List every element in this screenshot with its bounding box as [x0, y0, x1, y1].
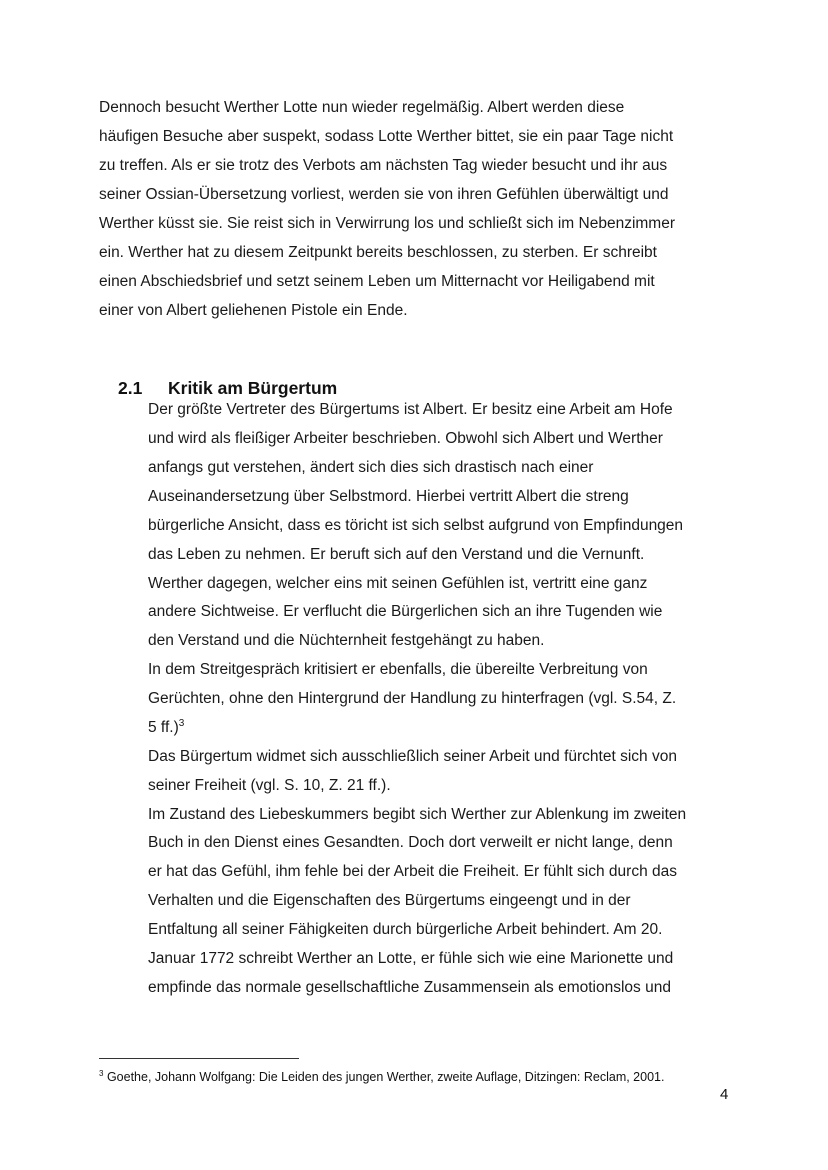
- section-title: Kritik am Bürgertum: [168, 378, 338, 398]
- footnote-text: Goethe, Johann Wolfgang: Die Leiden des jungen Werther, zweite Auflage, Ditzingen: Reclam, 2001.: [106, 1070, 665, 1084]
- body-line: Buch in den Dienst eines Gesandten. Doch dort verweilt er nicht lange, denn: [148, 834, 673, 851]
- body-line: seiner Freiheit (vgl. S. 10, Z. 21 ff.).: [148, 777, 391, 794]
- intro-line: Dennoch besucht Werther Lotte nun wieder regelmäßig. Albert werden diese: [99, 99, 625, 116]
- body-line: er hat das Gefühl, ihm fehle bei der Arbeit die Freiheit. Er fühlt sich durch das: [148, 863, 677, 880]
- footnote-reference[interactable]: 3: [178, 717, 185, 729]
- body-line: Gerüchten, ohne den Hintergrund der Handlung zu hinterfragen (vgl. S.54, Z.: [148, 690, 677, 707]
- footnote-separator: [99, 1058, 299, 1059]
- footnote-marker: 3: [99, 1068, 104, 1078]
- body-line-text: 5 ff.): [148, 719, 179, 736]
- body-line: Verhalten und die Eigenschaften des Bürgertums eingeengt und in der: [148, 892, 631, 909]
- body-line: Im Zustand des Liebeskummers begibt sich Werther zur Ablenkung im zweiten: [148, 806, 687, 823]
- intro-line: einer von Albert geliehenen Pistole ein Ende.: [99, 302, 408, 319]
- body-line: Der größte Vertreter des Bürgertums ist Albert. Er besitz eine Arbeit am Hofe: [148, 401, 673, 418]
- body-line: Werther dagegen, welcher eins mit seinen Gefühlen ist, vertritt eine ganz: [148, 575, 648, 592]
- section-heading: [118, 377, 337, 399]
- body-line: den Verstand und die Nüchternheit festgehängt zu haben.: [148, 632, 545, 649]
- intro-line: Werther küsst sie. Sie reist sich in Verwirrung los und schließt sich im Nebenzimmer: [99, 215, 675, 232]
- footnote: [99, 1069, 664, 1085]
- body-line: andere Sichtweise. Er verflucht die Bürgerlichen sich an ihre Tugenden wie: [148, 603, 663, 620]
- body-line: anfangs gut verstehen, ändert sich dies sich drastisch nach einer: [148, 459, 594, 476]
- body-line: empfinde das normale gesellschaftliche Zusammensein als emotionslos und: [148, 979, 671, 996]
- body-line: Januar 1772 schreibt Werther an Lotte, er fühle sich wie eine Marionette und: [148, 950, 674, 967]
- page-number: 4: [720, 1086, 729, 1103]
- intro-line: ein. Werther hat zu diesem Zeitpunkt bereits beschlossen, zu sterben. Er schreibt: [99, 244, 657, 261]
- body-line: In dem Streitgespräch kritisiert er ebenfalls, die übereilte Verbreitung von: [148, 661, 648, 678]
- intro-line: einen Abschiedsbrief und setzt seinem Leben um Mitternacht vor Heiligabend mit: [99, 273, 655, 290]
- section-number: 2.1: [118, 378, 143, 398]
- intro-line: zu treffen. Als er sie trotz des Verbots am nächsten Tag wieder besucht und ihr aus: [99, 157, 668, 174]
- body-line: Entfaltung all seiner Fähigkeiten durch bürgerliche Arbeit behindert. Am 20.: [148, 921, 663, 938]
- intro-line: seiner Ossian-Übersetzung vorliest, werden sie von ihren Gefühlen überwältigt und: [99, 186, 669, 203]
- body-line: und wird als fleißiger Arbeiter beschrieben. Obwohl sich Albert und Werther: [148, 430, 663, 447]
- body-line: bürgerliche Ansicht, dass es töricht ist sich selbst aufgrund von Empfindungen: [148, 517, 684, 534]
- body-line: Das Bürgertum widmet sich ausschließlich seiner Arbeit und fürchtet sich von: [148, 748, 677, 765]
- body-line-with-footnote-ref: [148, 718, 184, 738]
- body-line: Auseinandersetzung über Selbstmord. Hierbei vertritt Albert die streng: [148, 488, 629, 505]
- intro-line: häufigen Besuche aber suspekt, sodass Lotte Werther bittet, sie ein paar Tage nicht: [99, 128, 674, 145]
- body-line: das Leben zu nehmen. Er beruft sich auf den Verstand und die Vernunft.: [148, 546, 645, 563]
